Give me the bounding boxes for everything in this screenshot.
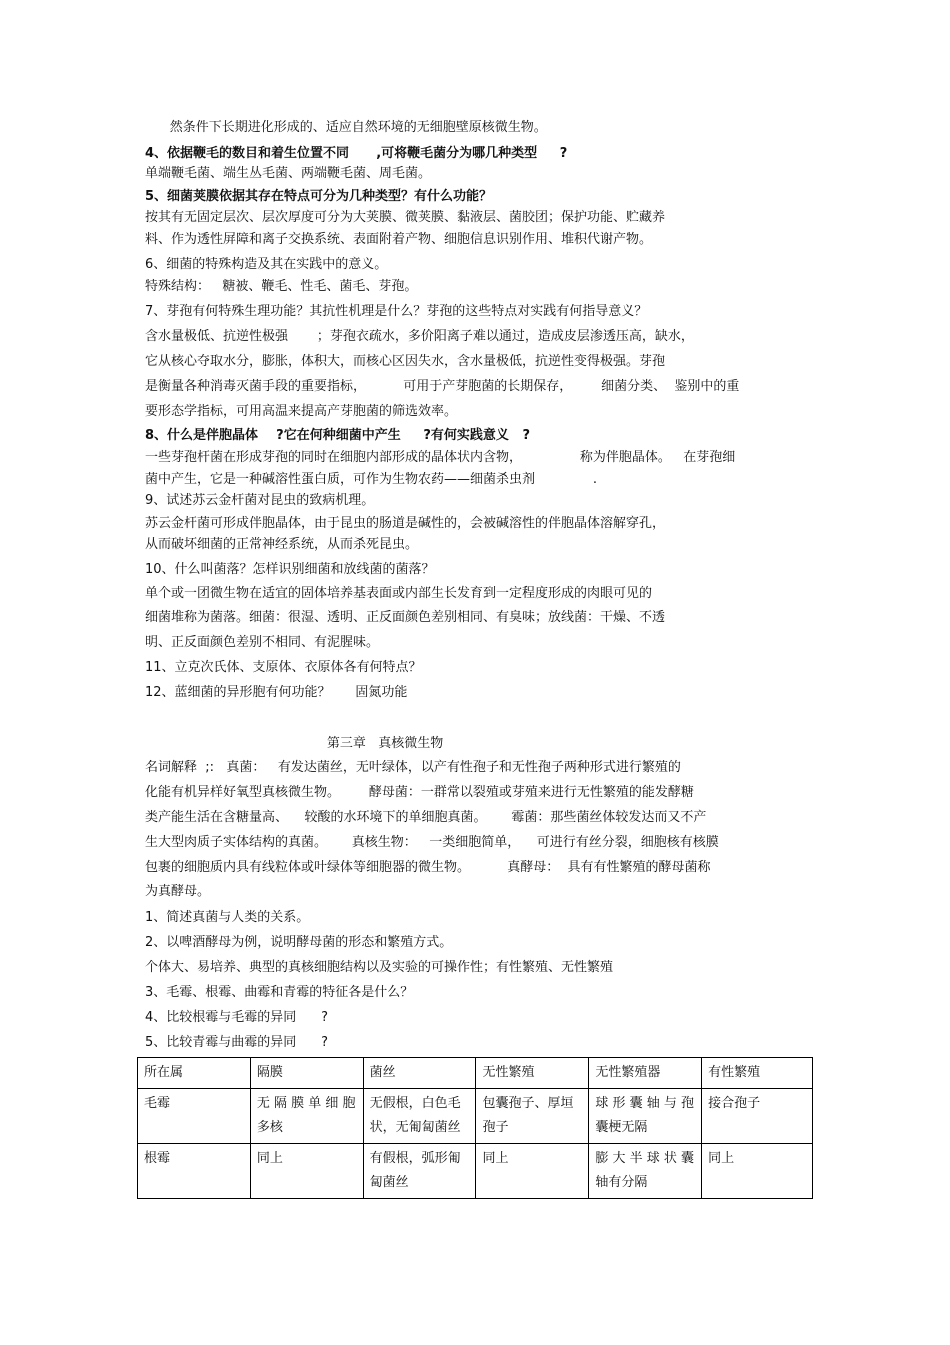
question-5: 5、细菌荚膜依据其存在特点可分为几种类型？有什么功能？ bbox=[145, 189, 493, 204]
question-4: 4、依据鞭毛的数目和着生位置不同 ,可将鞭毛菌分为哪几种类型 ? bbox=[145, 146, 568, 161]
text-line: 然条件下长期进化形成的、适应自然环境的无细胞壁原核微生物。 bbox=[145, 120, 547, 135]
table-cell: 同上 bbox=[250, 1144, 363, 1199]
question-12: 12、蓝细菌的异形胞有何功能？ 固氮功能 bbox=[145, 685, 408, 700]
table-cell: 球 形 囊 轴 与 孢囊梗无隔 bbox=[589, 1089, 702, 1144]
table-cell: 有假根，弧形匍匐菌丝 bbox=[363, 1144, 476, 1199]
answer-8-line-2: 菌中产生，它是一种碱溶性蛋白质，可作为生物农药——细菌杀虫剂 . bbox=[145, 472, 597, 487]
answer-7-line-1: 含水量极低、抗逆性极强 ；芽孢衣疏水，多价阳离子难以通过，造成皮层渗透压高，缺水， bbox=[145, 329, 694, 344]
answer-7-line-2: 它从核心夺取水分，膨胀，体积大，而核心区因失水，含水量极低，抗逆性变得极强。芽孢 bbox=[145, 354, 666, 369]
definitions-line-3: 类产能生活在含糖量高、 较酸的水环境下的单细胞真菌。 霉菌：那些菌丝体较发达而又不产 bbox=[145, 810, 707, 825]
answer-7-line-3: 是衡量各种消毒灭菌手段的重要指标， 可用于产芽胞菌的长期保存， 细菌分类、 鉴别中的重 bbox=[145, 379, 740, 394]
answer-10-line-1: 单个或一团微生物在适宜的固体培养基表面或内部生长发育到一定程度形成的肉眼可见的 bbox=[145, 586, 653, 601]
definitions-line-4: 生大型肉质子实体结构的真菌。 真核生物： 一类细胞简单， 可进行有丝分裂，细胞核有核膜 bbox=[145, 835, 719, 850]
chapter3-question-2: 2、以啤酒酵母为例，说明酵母菌的形态和繁殖方式。 bbox=[145, 935, 453, 950]
table-header-cell: 所在属 bbox=[138, 1058, 251, 1089]
question-11: 11、立克次氏体、支原体、衣原体各有何特点？ bbox=[145, 660, 422, 675]
table-header-cell: 菌丝 bbox=[363, 1058, 476, 1089]
table-header-cell: 隔膜 bbox=[250, 1058, 363, 1089]
answer-5-line-2: 料、作为透性屏障和离子交换系统、表面附着产物、细胞信息识别作用、堆积代谢产物。 bbox=[145, 232, 653, 247]
table-cell: 无假根，白色毛状，无匍匐菌丝 bbox=[363, 1089, 476, 1144]
answer-9-line-1: 苏云金杆菌可形成伴胞晶体，由于昆虫的肠道是碱性的，会被碱溶性的伴胞晶体溶解穿孔， bbox=[145, 516, 666, 531]
question-10: 10、什么叫菌落？怎样识别细菌和放线菌的菌落？ bbox=[145, 562, 435, 577]
definitions-line-6: 为真酵母。 bbox=[145, 884, 211, 899]
table-cell: 同上 bbox=[702, 1144, 813, 1199]
table-cell: 接合孢子 bbox=[702, 1089, 813, 1144]
answer-8-line-1: 一些芽孢杆菌在形成芽孢的同时在细胞内部形成的晶体状内含物， 称为伴胞晶体。 在芽孢细 bbox=[145, 450, 736, 465]
chapter3-question-3: 3、毛霉、根霉、曲霉和青霉的特征各是什么？ bbox=[145, 985, 414, 1000]
definitions-line-5: 包裹的细胞质内具有线粒体或叶绿体等细胞器的微生物。 真酵母： 具有有性繁殖的酵母菌称 bbox=[145, 860, 711, 875]
chapter3-question-4: 4、比较根霉与毛霉的异同 ? bbox=[145, 1010, 328, 1025]
chapter3-answer-2: 个体大、易培养、典型的真核细胞结构以及实验的可操作性；有性繁殖、无性繁殖 bbox=[145, 960, 614, 975]
table-cell: 同上 bbox=[476, 1144, 589, 1199]
answer-9-line-2: 从而破坏细菌的正常神经系统，从而杀死昆虫。 bbox=[145, 537, 419, 552]
answer-6: 特殊结构： 糖被、鞭毛、性毛、菌毛、芽孢。 bbox=[145, 279, 418, 294]
table-cell: 毛霉 bbox=[138, 1089, 251, 1144]
answer-7-line-4: 要形态学指标，可用高温来提高产芽胞菌的筛选效率。 bbox=[145, 404, 458, 419]
table-cell: 膨 大 半 球 状 囊轴有分隔 bbox=[589, 1144, 702, 1199]
table-header-cell: 无性繁殖 bbox=[476, 1058, 589, 1089]
table-header-cell: 无性繁殖器 bbox=[589, 1058, 702, 1089]
question-6: 6、细菌的特殊构造及其在实践中的意义。 bbox=[145, 257, 388, 272]
definitions-line-2: 化能有机异样好氧型真核微生物。 酵母菌：一群常以裂殖或芽殖来进行无性繁殖的能发酵糖 bbox=[145, 785, 694, 800]
chapter3-question-5: 5、比较青霉与曲霉的异同 ? bbox=[145, 1035, 328, 1050]
table-cell: 根霉 bbox=[138, 1144, 251, 1199]
answer-10-line-2: 细菌堆称为菌落。细菌：很湿、透明、正反面颜色差别相同、有臭味；放线菌：干燥、不透 bbox=[145, 610, 666, 625]
answer-4: 单端鞭毛菌、端生丛毛菌、两端鞭毛菌、周毛菌。 bbox=[145, 166, 432, 181]
chapter3-question-1: 1、简述真菌与人类的关系。 bbox=[145, 910, 310, 925]
table-row bbox=[138, 1089, 813, 1144]
answer-10-line-3: 明、正反面颜色差别不相同、有泥腥味。 bbox=[145, 635, 380, 650]
table-cell: 无 隔 膜 单 细 胞多核 bbox=[250, 1089, 363, 1144]
comparison-table bbox=[137, 1057, 813, 1199]
question-9: 9、试述苏云金杆菌对昆虫的致病机理。 bbox=[145, 493, 375, 508]
chapter-title: 第三章 真核微生物 bbox=[145, 736, 444, 751]
table-cell: 包囊孢子、厚垣孢子 bbox=[476, 1089, 589, 1144]
table-header-row bbox=[138, 1058, 813, 1089]
table-header-cell: 有性繁殖 bbox=[702, 1058, 813, 1089]
question-7: 7、芽孢有何特殊生理功能？其抗性机理是什么？芽孢的这些特点对实践有何指导意义？ bbox=[145, 304, 648, 319]
question-8: 8、什么是伴胞晶体 ?它在何种细菌中产生 ?有何实践意义 ? bbox=[145, 428, 530, 443]
table-row bbox=[138, 1144, 813, 1199]
definitions-line-1: 名词解释 ;: 真菌： 有发达菌丝，无叶绿体，以产有性孢子和无性孢子两种形式进行繁殖的 bbox=[145, 760, 681, 775]
answer-5-line-1: 按其有无固定层次、层次厚度可分为大荚膜、微荚膜、黏液层、菌胶团；保护功能、贮藏养 bbox=[145, 210, 666, 225]
